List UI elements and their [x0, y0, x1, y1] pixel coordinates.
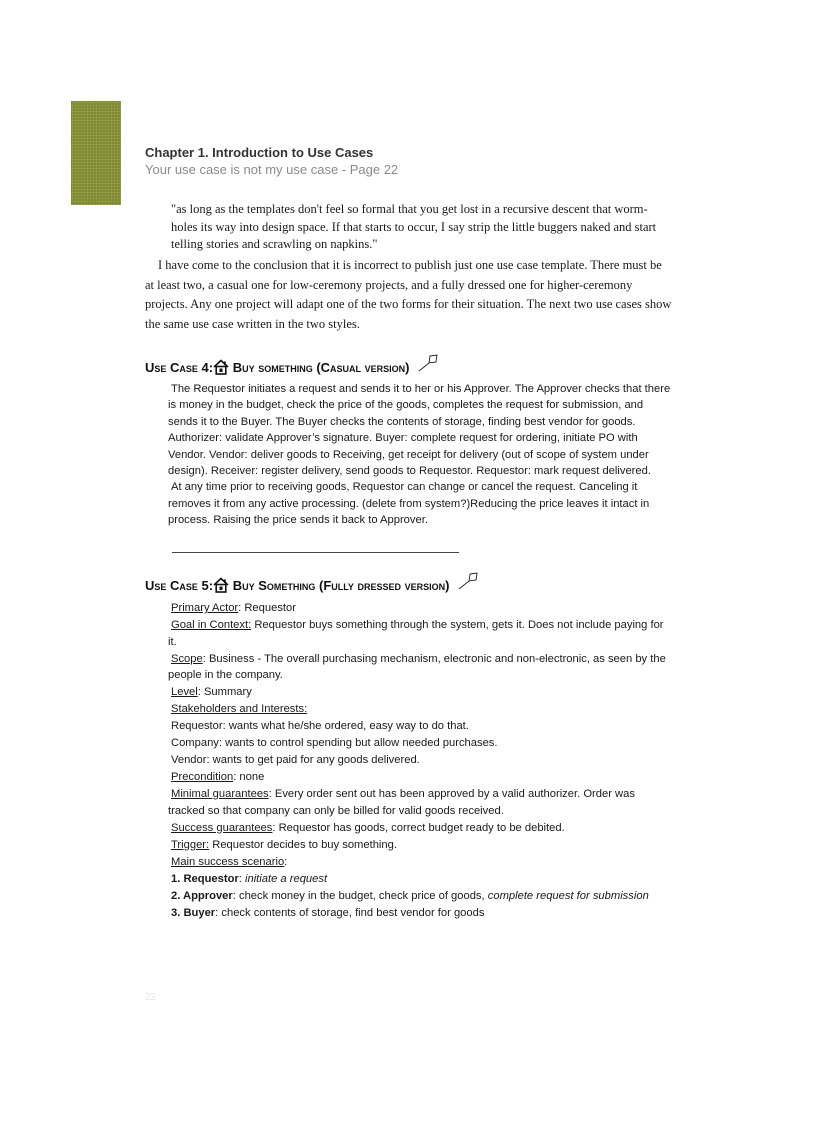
step-2-actor: 2. Approver — [171, 889, 233, 902]
step-1-italic: initiate a request — [244, 872, 328, 885]
stakeholder-company: Company: wants to control spending but allow needed purchases. — [171, 737, 498, 750]
success-guarantees-line — [168, 820, 673, 837]
use-case-4-title: Buy something (Casual version) — [232, 360, 410, 375]
stakeholder-vendor: Vendor: wants to get paid for any goods delivered. — [171, 754, 420, 767]
level-label: Level — [171, 686, 198, 699]
use-case-5-label: Use Case 5: — [145, 578, 214, 593]
scope-label: Scope — [171, 652, 203, 665]
intro-paragraph: I have come to the conclusion that it is incorrect to publish just one use case template. There must be at least two, a casual one for low-ceremony projects, and a fully dressed one for higher-ceremony projects. Any one project will adapt one of the two forms for their situation. The next two use cases show the same use case written in the two styles. — [145, 258, 672, 332]
step-3-text: : check contents of storage, find best vendor for goods — [215, 906, 485, 919]
trigger-label: Trigger: — [171, 838, 210, 851]
step-2-italic: complete request for submission — [487, 889, 649, 902]
scope-line — [168, 651, 673, 684]
stakeholders-label: Stakeholders and Interests: — [171, 703, 308, 716]
primary-actor-value: : Requestor — [238, 602, 296, 614]
use-case-5-heading — [145, 572, 479, 593]
section-divider — [172, 552, 459, 553]
primary-actor-label: Primary Actor — [171, 602, 239, 614]
minimal-guarantees-line — [168, 786, 673, 819]
success-guarantees-value: : Requestor has goods, correct budget ready to be debited. — [272, 821, 565, 834]
trigger-line — [168, 837, 673, 854]
level-line — [168, 684, 673, 701]
use-case-4-heading — [145, 354, 439, 375]
use-case-4-paragraph-1: The Requestor initiates a request and sends it to her or his Approver. The Approver checks that there is money in the budget, check the price of the goods, completes the request for submission, and sends it to the Buyer. The Buyer checks the contents of storage, finding best vendor for goods. Authorizer: validate Approver’s signature. Buyer: complete request for ordering, initiate PO with Vendor. Vendor: deliver goods to Receiving, get receipt for delivery (out of scope of system under design). Receiver: register delivery, send goods to Requestor. Requestor: mark request delivered. — [168, 383, 671, 478]
primary-actor-line — [168, 600, 673, 617]
page-number: 22 — [145, 992, 157, 1003]
quote-block: "as long as the templates don't feel so formal that you get lost in a recursive descent that worm-holes its way into design space. If that starts to occur, I say strip the little buggers naked and start telling stories and scrawling on napkins." — [171, 202, 657, 251]
level-value: : Summary — [197, 686, 252, 699]
minimal-guarantees-label: Minimal guarantees — [171, 788, 269, 801]
chapter-heading: Chapter 1. Introduction to Use Cases — [145, 145, 374, 160]
main-success-scenario-colon: : — [284, 855, 288, 868]
step-1-actor: 1. Requestor — [171, 872, 239, 885]
step-2-text: : check money in the budget, check price of goods, — [232, 889, 488, 902]
goal-value: Requestor buys something through the system, gets it. Does not include paying for it. — [168, 618, 664, 648]
step-1 — [168, 871, 673, 888]
minimal-guarantees-value: : Every order sent out has been approved by a valid authorizer. Order was tracked so that company can only be billed for valid goods received. — [168, 788, 635, 817]
step-1-text: : — [238, 872, 245, 885]
house-icon — [213, 359, 229, 375]
precondition-line — [168, 769, 673, 786]
step-2 — [168, 888, 673, 905]
use-case-5-title: Buy Something (Fully dressed version) — [232, 578, 450, 593]
chapter-side-tab — [71, 101, 121, 205]
stakeholder-requestor: Requestor: wants what he/she ordered, easy way to do that. — [171, 720, 469, 733]
goal-label: Goal in Context: — [171, 618, 252, 631]
step-3 — [168, 905, 673, 922]
use-case-4-body — [168, 381, 673, 529]
stakeholders-line — [168, 701, 673, 718]
precondition-label: Precondition — [171, 771, 234, 784]
kite-icon — [417, 354, 439, 372]
page-subtitle: Your use case is not my use case - Page 22 — [145, 162, 399, 177]
use-case-4-label: Use Case 4: — [145, 360, 214, 375]
scope-value: : Business - The overall purchasing mechanism, electronic and non-electronic, as seen by the people in the company. — [168, 652, 666, 682]
kite-icon — [457, 572, 479, 590]
house-icon — [213, 577, 229, 593]
use-case-4-paragraph-2: At any time prior to receiving goods, Requestor can change or cancel the request. Canceling it removes it from any active processing. (delete from system?)Reducing the price leaves it intact in process. Raising the price sends it back to Approver. — [168, 481, 650, 527]
main-success-scenario-line — [168, 854, 673, 871]
step-3-actor: 3. Buyer — [171, 906, 216, 919]
trigger-value: Requestor decides to buy something. — [209, 838, 397, 851]
precondition-value: : none — [233, 771, 265, 784]
use-case-5-body — [168, 600, 673, 922]
goal-line — [168, 617, 673, 650]
success-guarantees-label: Success guarantees — [171, 821, 273, 834]
main-success-scenario-label: Main success scenario — [171, 855, 285, 868]
